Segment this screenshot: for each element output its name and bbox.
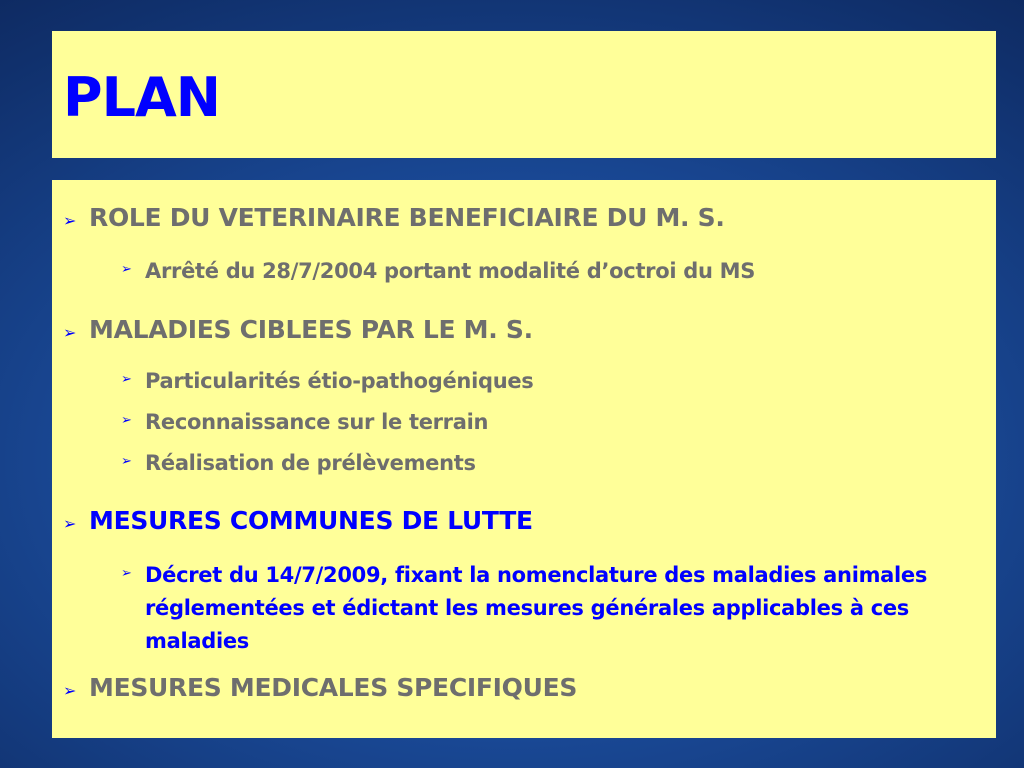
sub-bullet-text: Réalisation de prélèvements: [145, 451, 476, 475]
bullet-item: [52, 314, 982, 346]
arrow-bullet-icon: ➢: [121, 262, 132, 277]
title-box: [52, 31, 996, 158]
bullet-item: [52, 202, 982, 234]
sub-bullet-item: [115, 559, 985, 658]
sub-bullet-item: [115, 255, 975, 288]
sub-bullet-item: [115, 365, 975, 398]
content-box: [52, 180, 996, 738]
arrow-bullet-icon: ➢: [63, 681, 77, 700]
arrow-bullet-icon: ➢: [121, 454, 132, 469]
arrow-bullet-icon: ➢: [121, 372, 132, 387]
arrow-bullet-icon: ➢: [63, 323, 77, 342]
bullet-text: MALADIES CIBLEES PAR LE M. S.: [89, 315, 533, 344]
arrow-bullet-icon: ➢: [63, 211, 77, 230]
sub-bullet-item: [115, 406, 975, 439]
arrow-bullet-icon: ➢: [121, 413, 132, 428]
bullet-text: ROLE DU VETERINAIRE BENEFICIAIRE DU M. S.: [89, 203, 725, 232]
bullet-text: MESURES COMMUNES DE LUTTE: [89, 506, 533, 535]
arrow-bullet-icon: ➢: [121, 566, 132, 581]
sub-bullet-item: [115, 447, 975, 480]
bullet-item: [52, 672, 982, 704]
slide-title: PLAN: [63, 66, 220, 129]
bullet-item: [52, 505, 982, 537]
arrow-bullet-icon: ➢: [63, 514, 77, 533]
sub-bullet-text: Particularités étio-pathogéniques: [145, 369, 534, 393]
sub-bullet-text: Reconnaissance sur le terrain: [145, 410, 489, 434]
sub-bullet-text: Arrêté du 28/7/2004 portant modalité d’octroi du MS: [145, 259, 756, 283]
bullet-text: MESURES MEDICALES SPECIFIQUES: [89, 673, 578, 702]
sub-bullet-text: Décret du 14/7/2009, fixant la nomenclature des maladies animales réglementées et édictant les mesures générales applicables à ces maladies: [145, 563, 928, 653]
